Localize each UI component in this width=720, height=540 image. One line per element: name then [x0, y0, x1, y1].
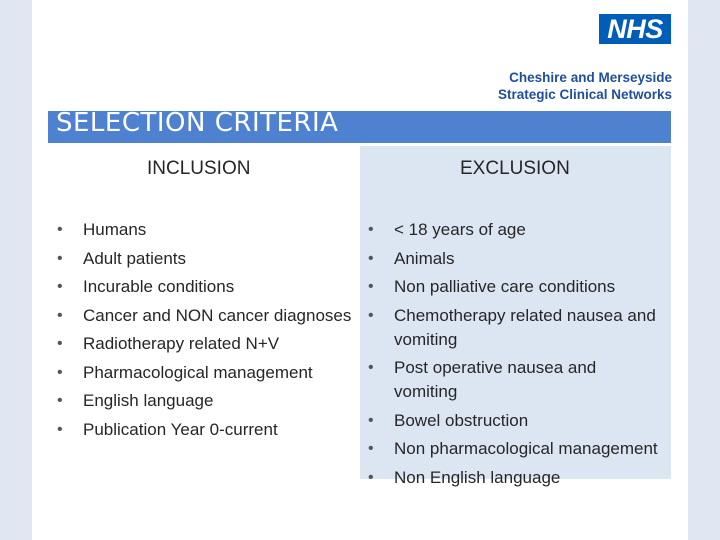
org-name-line-1: Cheshire and Merseyside: [509, 70, 672, 85]
exclusion-list: [368, 218, 658, 494]
right-decor-strip: [688, 0, 720, 540]
exclusion-item: • Animals: [368, 247, 658, 271]
inclusion-item: • Pharmacological management: [57, 361, 357, 385]
exclusion-heading: EXCLUSION: [460, 158, 570, 179]
exclusion-item: • Post operative nausea and vomiting: [368, 356, 658, 404]
inclusion-item: • Humans: [57, 218, 357, 242]
inclusion-item: • English language: [57, 389, 357, 413]
exclusion-item: • Non English language: [368, 466, 658, 490]
exclusion-item: • < 18 years of age: [368, 218, 658, 242]
inclusion-item: • Publication Year 0-current: [57, 418, 357, 442]
organization-name: [498, 69, 672, 103]
exclusion-item: • Bowel obstruction: [368, 409, 658, 433]
inclusion-item: • Radiotherapy related N+V: [57, 332, 357, 356]
exclusion-item: • Chemotherapy related nausea and vomiting: [368, 304, 658, 352]
inclusion-heading: INCLUSION: [147, 158, 251, 179]
exclusion-item: • Non palliative care conditions: [368, 275, 658, 299]
inclusion-item: • Cancer and NON cancer diagnoses: [57, 304, 357, 328]
inclusion-item: • Adult patients: [57, 247, 357, 271]
org-name-line-2: Strategic Clinical Networks: [497, 87, 672, 102]
inclusion-list: [57, 218, 357, 446]
exclusion-item: • Non pharmacological management: [368, 437, 658, 461]
left-decor-strip: [0, 0, 32, 540]
slide-title: SELECTION CRITERIA: [56, 111, 339, 138]
title-bar: [48, 111, 671, 143]
nhs-logo: NHS: [599, 14, 671, 44]
inclusion-item: • Incurable conditions: [57, 275, 357, 299]
